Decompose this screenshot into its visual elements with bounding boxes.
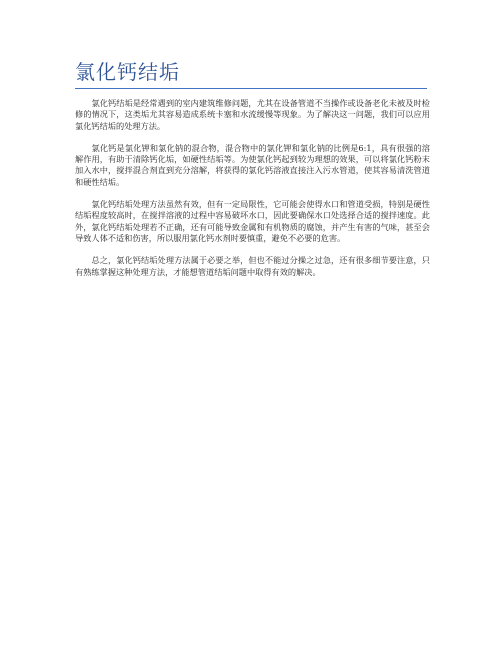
paragraph-composition: 氯化钙是氯化钾和氯化钠的混合物，混合物中的氯化钾和氯化钠的比例是6:1，具有很强的溶解作用，有助于清除钙化垢，如硬性结垢等。为使氯化钙起到较为理想的效果，可以将氯化钙粉末加入水中，搅拌混合剂直到充分溶解，将获得的氯化钙溶液直接注入污水管道，使其容易清洗管道和硬性结垢。 <box>75 142 430 187</box>
paragraph-intro: 氯化钙结垢是经常遇到的室内建筑维修问题，尤其在设备管道不当操作或设备老化未被及时检修的情况下，这类垢尤其容易造成系统卡塞和水流缓慢等现象。为了解决这一问题，我们可以应用氯化钙结垢的处理方法。 <box>75 98 430 131</box>
document-body <box>75 98 430 289</box>
title-divider <box>75 88 427 89</box>
paragraph-limitations: 氯化钙结垢处理方法虽然有效，但有一定局限性，它可能会使得水口和管道受损，特别是硬性结垢程度较高时，在搅拌溶液的过程中容易破坏水口，因此要确保水口处选择合适的搅拌速度。此外，氯化钙结垢处理若不正确，还有可能导致金属和有机物质的腐蚀，并产生有害的气味，甚至会导致人体不适和伤害，所以服用氯化钙水剂时要慎重，避免不必要的危害。 <box>75 199 430 243</box>
paragraph-conclusion: 总之，氯化钙结垢处理方法属于必要之举，但也不能过分操之过急，还有很多细节要注意，只有熟练掌握这种处理方法，才能想管道结垢问题中取得有效的解决。 <box>75 255 430 277</box>
document-title: 氯化钙结垢 <box>75 60 180 84</box>
